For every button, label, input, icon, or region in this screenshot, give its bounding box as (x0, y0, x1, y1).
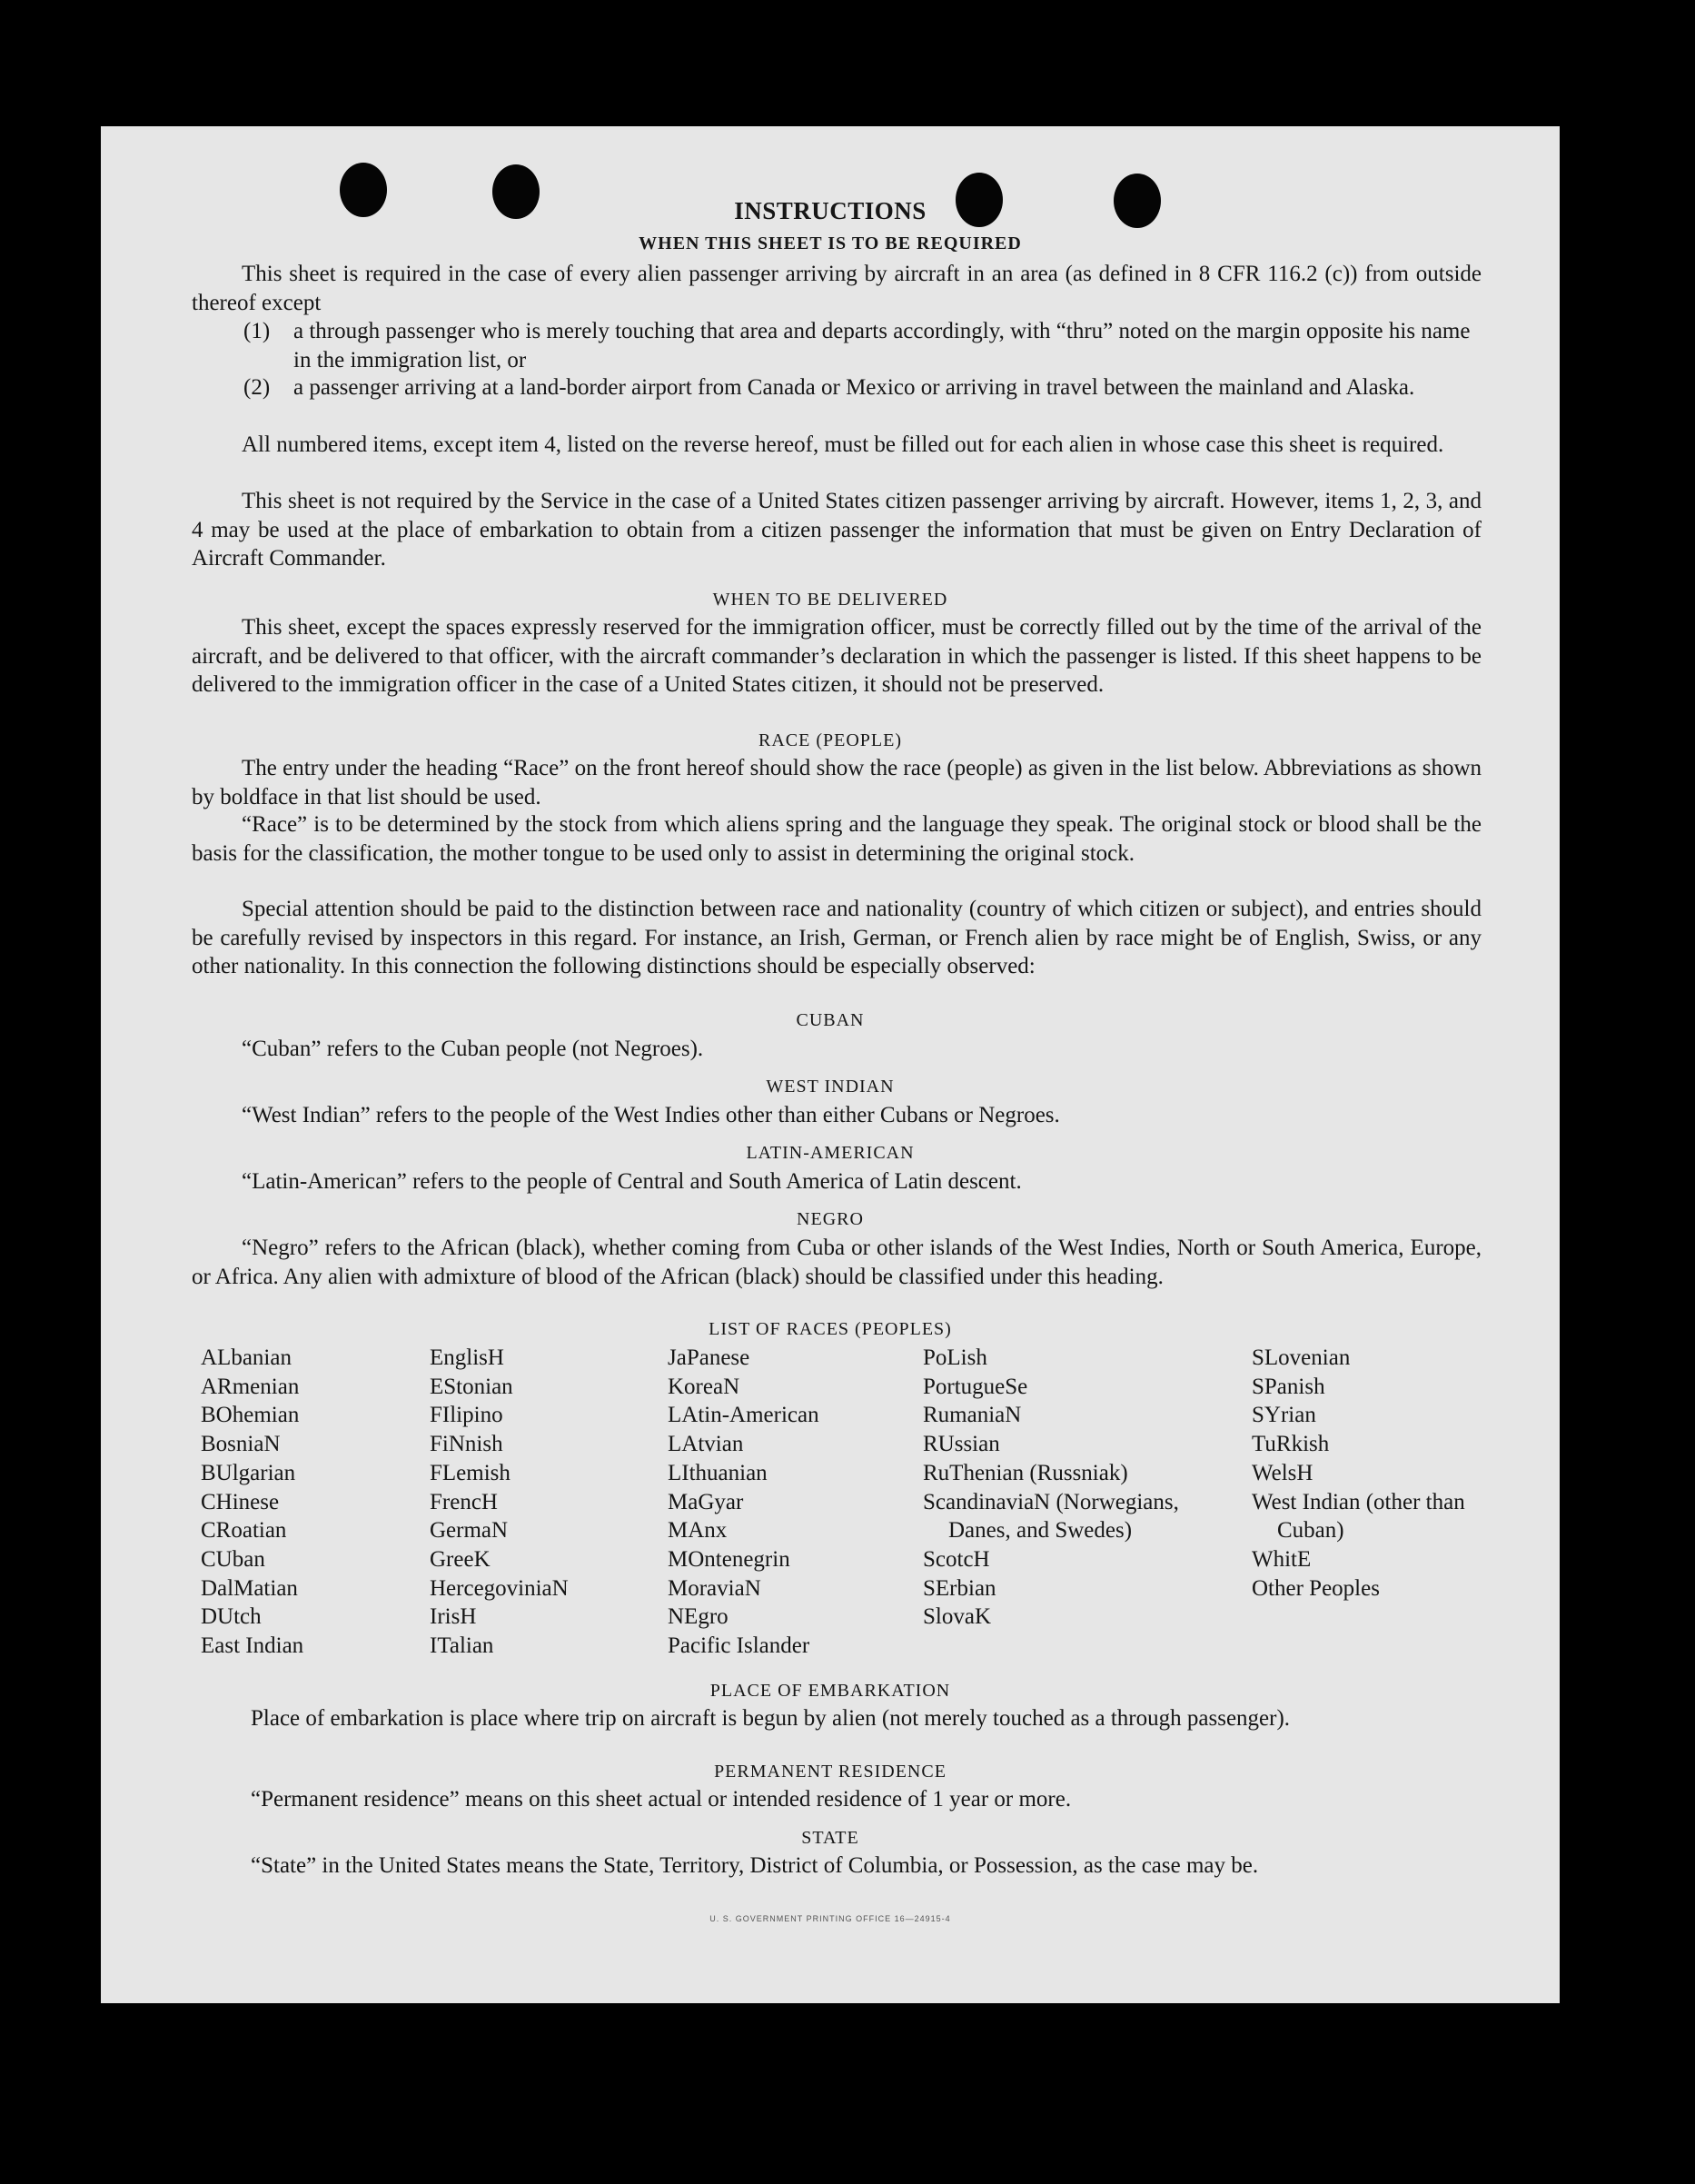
race-item: JaPanese (668, 1345, 750, 1370)
race-item: ITalian (430, 1633, 494, 1659)
race-item: Other Peoples (1252, 1575, 1380, 1601)
race-item: SlovaK (923, 1604, 991, 1630)
paragraph-race-2: “Race” is to be determined by the stock from which aliens spring and the language they speak. The original stock or blood shall be the basis for the classification, the mother tongue to be used only to assist in determining the original stock. (192, 812, 1482, 866)
race-item: ScandinaviaN (Norwegians, Danes, and Swedes) (923, 1489, 1179, 1544)
race-item: SLovenian (1252, 1345, 1351, 1370)
paragraph-negro: “Negro” refers to the African (black), whether coming from Cuba or other islands of the West Indies, North or South America, Europe, or Africa. Any alien with admixture of blood of the African (black) should be classified under this heading. (192, 1236, 1482, 1289)
races-column-5 (1252, 1344, 1488, 1603)
race-item: West Indian (other than Cuban) (1252, 1489, 1465, 1544)
heading-west-indian: WEST INDIAN (766, 1077, 895, 1097)
race-item: NEgro (668, 1604, 729, 1630)
race-item: HercegoviniaN (430, 1575, 569, 1601)
document-page (101, 126, 1560, 2003)
printing-office-imprint: U. S. GOVERNMENT PRINTING OFFICE 16—24915-4 (709, 1914, 951, 1923)
races-column-2 (430, 1344, 569, 1661)
heading-when-delivered: WHEN TO BE DELIVERED (712, 590, 948, 610)
race-item: GermaN (430, 1518, 509, 1544)
race-item: RuThenian (Russniak) (923, 1460, 1128, 1485)
heading-when-required: WHEN THIS SHEET IS TO BE REQUIRED (639, 233, 1022, 253)
heading-embarkation: PLACE OF EMBARKATION (709, 1681, 951, 1701)
paragraph-required: This sheet is required in the case of every alien passenger arriving by aircraft in an area (as defined in 8 CFR 116.2 (c)) from outside thereof except (192, 262, 1482, 315)
race-item: MaGyar (668, 1489, 744, 1514)
race-item: CRoatian (201, 1518, 287, 1544)
race-item: CHinese (201, 1489, 280, 1514)
exception-item-1 (243, 317, 1483, 374)
heading-permanent-residence: PERMANENT RESIDENCE (714, 1762, 947, 1782)
race-item: PoLish (923, 1345, 987, 1370)
heading-race: RACE (PEOPLE) (758, 730, 902, 750)
races-column-3 (668, 1344, 819, 1661)
race-item: MAnx (668, 1518, 728, 1544)
exception-item-2 (243, 373, 1483, 402)
race-item: IrisH (430, 1604, 477, 1630)
race-item: GreeK (430, 1546, 491, 1572)
race-item: DUtch (201, 1604, 262, 1630)
race-item: EStonian (430, 1374, 513, 1399)
race-item: BosniaN (201, 1432, 281, 1457)
paragraph-cuban: “Cuban” refers to the Cuban people (not Negroes). (242, 1037, 704, 1061)
race-item: PortugueSe (923, 1374, 1028, 1399)
race-item: BOhemian (201, 1403, 300, 1428)
race-item: MoraviaN (668, 1575, 761, 1601)
race-item: WelsH (1252, 1460, 1313, 1485)
paragraph-latin-american: “Latin-American” refers to the people of Central and South America of Latin descent. (242, 1169, 1022, 1194)
race-item: ARmenian (201, 1374, 300, 1399)
heading-cuban: CUBAN (796, 1010, 865, 1030)
item-number: (2) (243, 375, 271, 400)
race-item: SErbian (923, 1575, 996, 1601)
race-item: BUlgarian (201, 1460, 296, 1485)
race-item: KoreaN (668, 1374, 740, 1399)
paragraph-state: “State” in the United States means the State, Territory, District of Columbia, or Possession, as the case may be. (251, 1853, 1259, 1878)
heading-state: STATE (801, 1828, 859, 1848)
paragraph-embarkation: Place of embarkation is place where trip on aircraft is begun by alien (not merely touched as a through passenger). (251, 1706, 1291, 1731)
race-item: LAtvian (668, 1432, 744, 1457)
paragraph-citizen: This sheet is not required by the Service in the case of a United States citizen passenger arriving by aircraft. However, items 1, 2, 3, and 4 may be used at the place of embarkation to obtain from a citizen passenger the information that must be given on Entry Declaration of Aircraft Commander. (192, 489, 1482, 571)
item-number: (1) (243, 319, 271, 343)
races-column-4 (923, 1344, 1195, 1632)
race-item: LAtin-American (668, 1403, 819, 1428)
heading-latin-american: LATIN-AMERICAN (746, 1143, 915, 1163)
race-item: FIlipino (430, 1403, 503, 1428)
paragraph-west-indian: “West Indian” refers to the people of the West Indies other than either Cubans or Negroes. (242, 1103, 1060, 1127)
race-item: ScotcH (923, 1546, 990, 1572)
race-item: Pacific Islander (668, 1633, 810, 1659)
race-item: ALbanian (201, 1345, 292, 1370)
race-item: LIthuanian (668, 1460, 768, 1485)
race-item: FiNnish (430, 1432, 503, 1457)
heading-list-of-races: LIST OF RACES (PEOPLES) (709, 1319, 952, 1339)
race-item: MOntenegrin (668, 1546, 790, 1572)
race-item: WhitE (1252, 1546, 1312, 1572)
heading-negro: NEGRO (797, 1209, 864, 1229)
race-item: SYrian (1252, 1403, 1316, 1428)
race-item: RumaniaN (923, 1403, 1022, 1428)
race-item: EnglisH (430, 1345, 504, 1370)
paragraph-numbered-items: All numbered items, except item 4, listed on the reverse hereof, must be filled out for each alien in whose case this sheet is required. (242, 432, 1444, 457)
page-title: INSTRUCTIONS (734, 197, 927, 224)
race-item: DalMatian (201, 1575, 298, 1601)
paragraph-race-3: Special attention should be paid to the distinction between race and nationality (country of which citizen or subject), and entries should be carefully revised by inspectors in this regard. For instance, an Irish, German, or French alien by race might be of English, Swiss, or any other nationality. In this connection the following distinctions should be especially observed: (192, 897, 1482, 978)
race-item: TuRkish (1252, 1432, 1330, 1457)
race-item: FLemish (430, 1460, 510, 1485)
item-text: a through passenger who is merely touching that area and departs accordingly, with “thru” noted on the margin opposite his name in the immigration list, or (293, 319, 1471, 372)
paragraph-race-1: The entry under the heading “Race” on the front hereof should show the race (people) as given in the list below. Abbreviations as shown by boldface in that list should be used. (192, 756, 1482, 809)
race-item: SPanish (1252, 1374, 1325, 1399)
race-item: FrencH (430, 1489, 498, 1514)
paragraph-delivered: This sheet, except the spaces expressly reserved for the immigration officer, must be correctly filled out by the time of the arrival of the aircraft, and be delivered to that officer, with the aircraft commander’s declaration in which the passenger is listed. If this sheet happens to be delivered to the immigration officer in the case of a United States citizen, it should not be preserved. (192, 615, 1482, 697)
paragraph-permanent-residence: “Permanent residence” means on this sheet actual or intended residence of 1 year or more. (251, 1787, 1072, 1812)
race-item: East Indian (201, 1633, 304, 1659)
race-item: CUban (201, 1546, 265, 1572)
races-column-1 (201, 1344, 303, 1661)
item-text: a passenger arriving at a land-border airport from Canada or Mexico or arriving in travel between the mainland and Alaska. (293, 375, 1415, 400)
race-item: RUssian (923, 1432, 1000, 1457)
